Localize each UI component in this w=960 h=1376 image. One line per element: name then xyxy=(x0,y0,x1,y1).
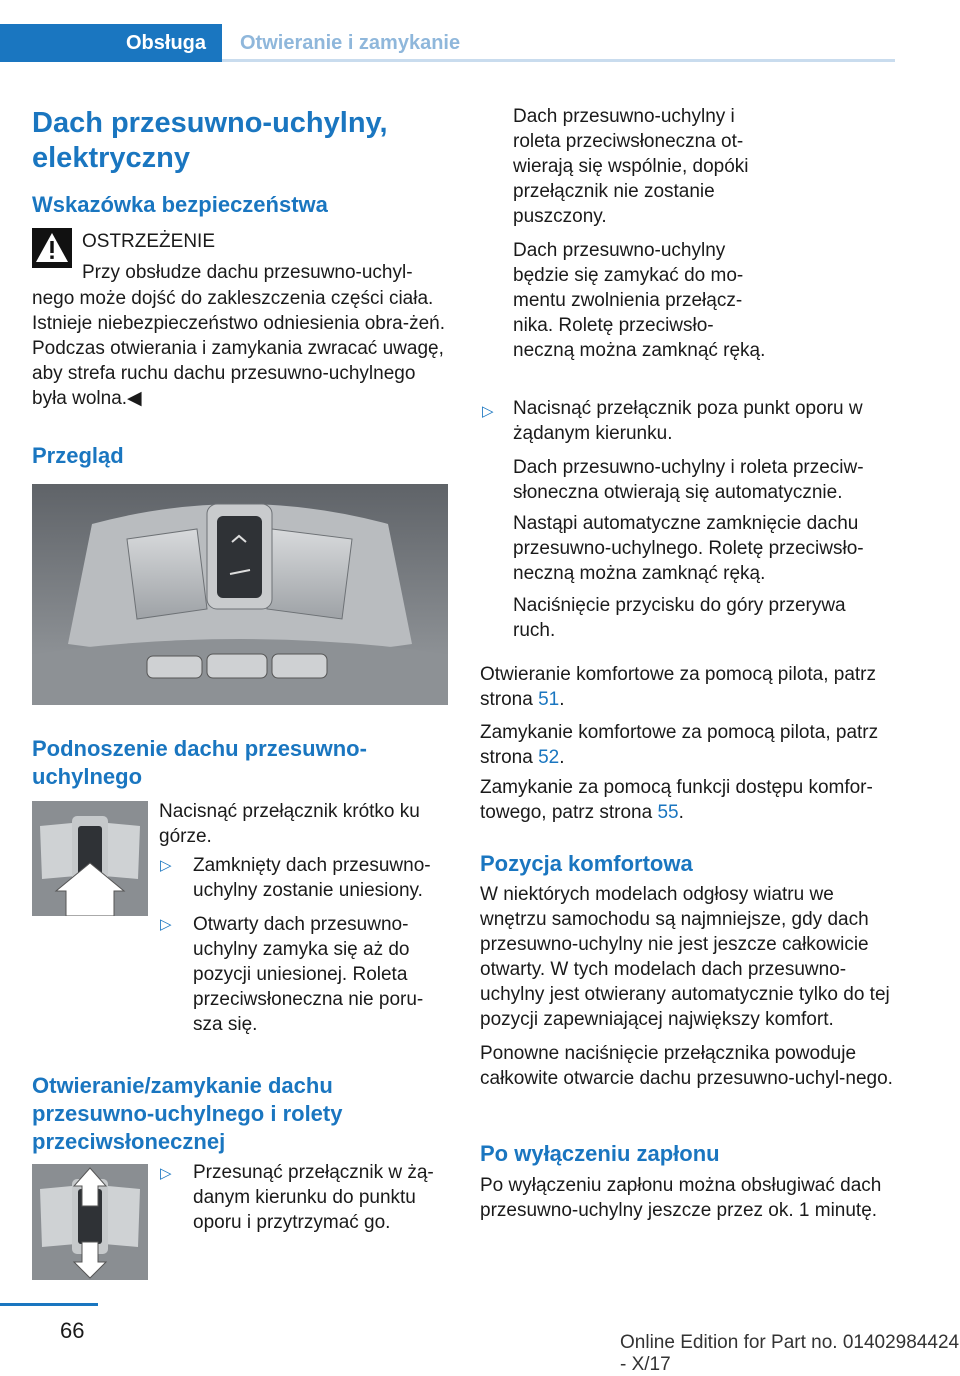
open-switch-photo xyxy=(32,1164,148,1280)
triangle-bullet-icon: ▷ xyxy=(482,403,494,420)
open-heading: Otwieranie/zamykanie dachu przesuwno-uchylnego i rolety przeciwsłonecznej xyxy=(32,1073,343,1154)
safety-heading: Wskazówka bezpieczeństwa xyxy=(32,192,328,217)
comfort-position-heading: Pozycja komfortowa xyxy=(480,851,693,876)
open-bullet-1: Przesunąć przełącznik w żą-danym kierunku do punktu oporu i przytrzymać go. xyxy=(193,1162,434,1233)
overview-photo xyxy=(32,484,448,705)
triangle-bullet-icon: ▷ xyxy=(160,1165,172,1182)
tab-underline xyxy=(222,59,895,62)
footer-rule xyxy=(0,1303,98,1306)
right-para-5: Naciśnięcie przycisku do góry przerywa ruch. xyxy=(513,595,846,641)
warning-text-line1: Przy obsłudze dachu przesuwno-uchyl- xyxy=(82,262,413,283)
edition-note: Online Edition for Part no. 01402984424 - X/17 xyxy=(620,1332,960,1375)
overview-heading: Przegląd xyxy=(32,443,124,468)
page-link-55[interactable]: 55 xyxy=(657,802,679,823)
page-title: Dach przesuwno-uchylny, elektryczny xyxy=(32,107,388,174)
comfort-open-ref: Otwieranie komfortowe za pomocą pilota, patrz strona 51. xyxy=(480,664,877,710)
raise-text: Nacisnąć przełącznik krótko ku górze. xyxy=(159,801,420,847)
raise-bullet-1: Zamknięty dach przesuwno-uchylny zostanie uniesiony. xyxy=(193,855,431,901)
triangle-bullet-icon: ▷ xyxy=(160,857,172,874)
warning-text: nego może dojść do zakleszczenia części ciała. Istnieje niebezpieczeństwo odniesienia obra-żeń. Podczas otwierania i zamykania zwracać uwagę, aby strefa ruchu dachu przesuwno-uchylnego była wolna.◀ xyxy=(32,288,445,409)
raise-bullet-2: Otwarty dach przesuwno-uchylny zamyka się aż do pozycji uniesionej. Roleta przeciwsłoneczna nie poru-sza się. xyxy=(193,914,424,1035)
raise-switch-photo xyxy=(32,801,148,916)
page-link-51[interactable]: 51 xyxy=(538,689,560,710)
right-bullet: Nacisnąć przełącznik poza punkt oporu w żądanym kierunku. xyxy=(513,398,863,444)
page-number: 66 xyxy=(60,1318,85,1343)
ignition-heading: Po wyłączeniu zapłonu xyxy=(480,1141,720,1166)
warning-label: OSTRZEŻENIE xyxy=(82,231,216,252)
right-para-2: Dach przesuwno-uchylny będzie się zamykać do mo-mentu zwolnienia przełącz-nika. Roletę przeciwsło-neczną można zamknąć ręką. xyxy=(513,240,766,361)
tab-obsluga[interactable]: Obsługa xyxy=(0,24,222,62)
page-link-52[interactable]: 52 xyxy=(538,747,560,768)
header-tabs xyxy=(0,24,895,62)
triangle-bullet-icon: ▷ xyxy=(160,916,172,933)
warning-triangle-icon xyxy=(32,228,72,268)
comfort-position-text: W niektórych modelach odgłosy wiatru we wnętrzu samochodu są najmniejsze, gdy dach przesuwno-uchylny nie jest jeszcze całkowicie otwarty. W tych modelach dach przesuwno-uchylny jest otwierany automatycznie tylko do tej pozycji zapewniającej największy komfort. xyxy=(480,884,890,1030)
comfort-access-ref: Zamykanie za pomocą funkcji dostępu komfor-towego, patrz strona 55. xyxy=(480,777,873,823)
ignition-text: Po wyłączeniu zapłonu można obsługiwać dach przesuwno-uchylny jeszcze przez ok. 1 minutę. xyxy=(480,1175,882,1221)
comfort-position-text-2: Ponowne naciśnięcie przełącznika powoduje całkowite otwarcie dachu przesuwno-uchyl-nego. xyxy=(480,1043,893,1089)
tab-otwieranie[interactable]: Otwieranie i zamykanie xyxy=(240,32,461,54)
right-para-4: Nastąpi automatyczne zamknięcie dachu przesuwno-uchylnego. Roletę przeciwsło-neczną można zamknąć ręką. xyxy=(513,513,864,584)
right-para-1: Dach przesuwno-uchylny i roleta przeciwsłoneczna ot-wierają się wspólnie, dopóki przełącznik nie zostanie puszczony. xyxy=(513,106,749,227)
right-para-3: Dach przesuwno-uchylny i roleta przeciw-słoneczna otwierają się automatycznie. xyxy=(513,457,864,503)
raise-heading: Podnoszenie dachu przesuwno-uchylnego xyxy=(32,736,367,789)
comfort-close-ref: Zamykanie komfortowe za pomocą pilota, patrz strona 52. xyxy=(480,722,879,768)
